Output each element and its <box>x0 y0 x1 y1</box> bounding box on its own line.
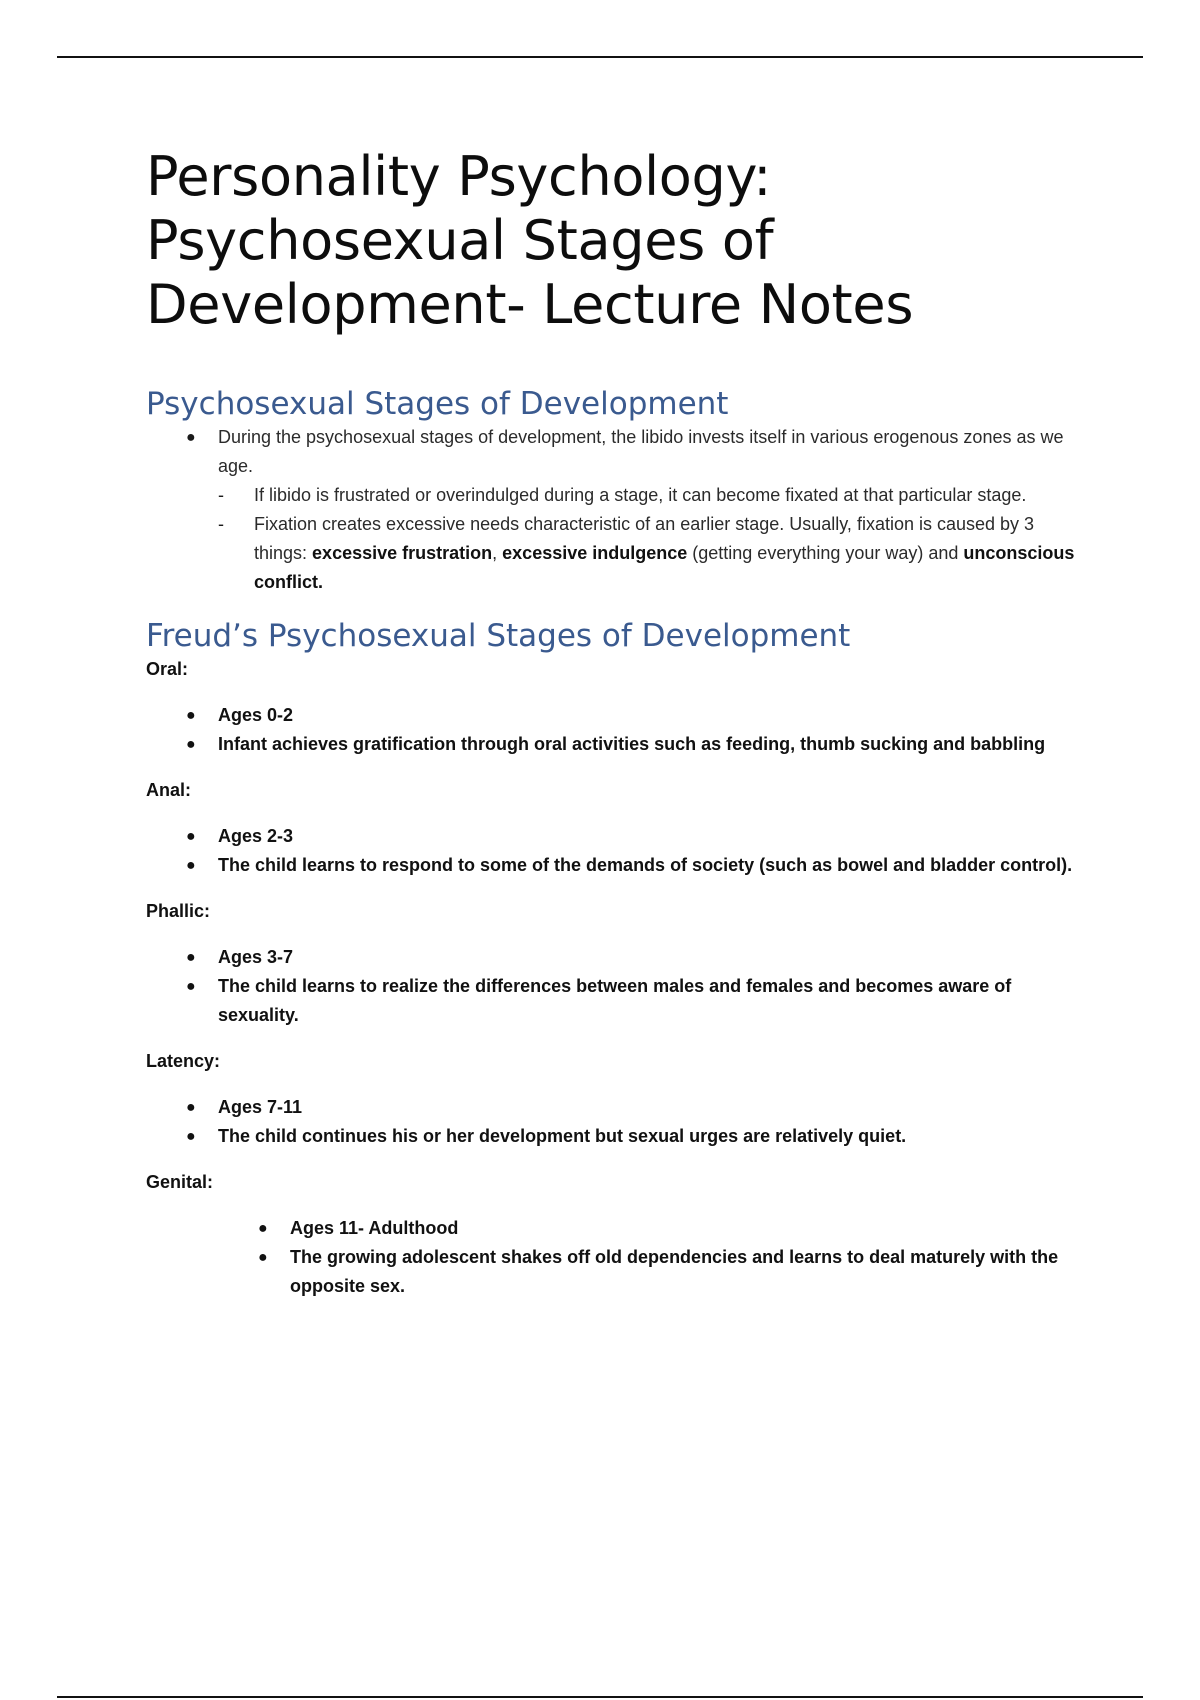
sub-point-frustrated <box>146 481 1086 510</box>
intro-bullet-text: During the psychosexual stages of development, the libido invests itself in various erogenous zones as we age. <box>218 427 1064 476</box>
stage-ages-text: Ages 0-2 <box>218 705 294 725</box>
intro-bullet-list <box>146 423 1086 481</box>
title-line-3: Development- Lecture Notes <box>146 273 914 336</box>
stage-ages-text: Ages 3-7 <box>218 947 294 967</box>
stage-description <box>146 1243 1086 1301</box>
bullet-icon: ● <box>186 1099 196 1116</box>
document-body <box>146 145 1086 1318</box>
stage-description <box>146 972 1086 1030</box>
bullet-icon: ● <box>186 707 196 724</box>
stage-list-anal <box>146 822 1086 880</box>
bullet-icon: ● <box>258 1220 268 1237</box>
dash-icon: - <box>218 485 224 505</box>
stage-description-text: Infant achieves gratification through oral activities such as feeding, thumb sucking and babbling <box>218 734 1046 754</box>
stage-label-anal: Anal: <box>146 780 191 800</box>
bullet-icon: ● <box>186 949 196 966</box>
stage-ages-text: Ages 11- Adulthood <box>290 1218 459 1238</box>
stage-description <box>146 851 1086 880</box>
stage-list-latency <box>146 1093 1086 1151</box>
bullet-icon: ● <box>186 1128 196 1145</box>
intro-bullet <box>146 423 1086 481</box>
stage-list-genital <box>146 1214 1086 1301</box>
stage-label-latency: Latency: <box>146 1051 221 1071</box>
stage-ages <box>146 822 1086 851</box>
fixation-bold-conflict: unconscious conflict. <box>254 543 1075 592</box>
stage-description <box>146 1122 1086 1151</box>
dash-icon: - <box>218 514 224 534</box>
stage-ages <box>146 943 1086 972</box>
fixation-text-a: Fixation creates excessive needs characteristic of an earlier stage. Usually, fixation is caused by 3 things: <box>254 514 1035 563</box>
bullet-icon: ● <box>186 978 196 995</box>
document-title <box>146 145 1086 337</box>
bullet-icon: ● <box>186 828 196 845</box>
stage-ages <box>146 701 1086 730</box>
stage-description-text: The child learns to respond to some of the demands of society (such as bowel and bladder control). <box>218 855 1073 875</box>
section-heading-psychosexual-stages: Psychosexual Stages of Development <box>146 386 729 422</box>
sub-point-frustrated-text: If libido is frustrated or overindulged during a stage, it can become fixated at that particular stage. <box>254 485 1027 505</box>
stage-description-text: The child continues his or her development but sexual urges are relatively quiet. <box>218 1126 907 1146</box>
bullet-icon: ● <box>258 1249 268 1266</box>
stage-label-genital: Genital: <box>146 1172 214 1192</box>
fixation-sub-list <box>146 481 1086 597</box>
stage-label-oral: Oral: <box>146 659 189 679</box>
fixation-bold-indulgence: excessive indulgence <box>502 543 688 563</box>
bullet-icon: ● <box>186 736 196 753</box>
title-line-1: Personality Psychology: <box>146 145 772 208</box>
fixation-text-c: (getting everything your way) and <box>687 543 964 563</box>
stage-list-oral <box>146 701 1086 759</box>
fixation-text-b: , <box>492 543 503 563</box>
bullet-icon: ● <box>186 857 196 874</box>
stage-ages-text: Ages 7-11 <box>218 1097 303 1117</box>
bottom-page-rule <box>57 1696 1143 1698</box>
top-page-rule <box>57 56 1143 58</box>
stage-description-text: The child learns to realize the differences between males and females and becomes aware of sexuality. <box>218 976 1012 1025</box>
title-line-2: Psychosexual Stages of <box>146 209 774 272</box>
fixation-bold-frustration: excessive frustration <box>312 543 493 563</box>
stage-description-text: The growing adolescent shakes off old dependencies and learns to deal maturely with the opposite sex. <box>290 1247 1059 1296</box>
section-heading-freud-stages: Freud’s Psychosexual Stages of Development <box>146 618 851 654</box>
stage-ages <box>146 1214 1086 1243</box>
stage-description <box>146 730 1086 759</box>
bullet-icon: ● <box>186 429 196 446</box>
stage-label-phallic: Phallic: <box>146 901 211 921</box>
stage-list-phallic <box>146 943 1086 1030</box>
stage-ages-text: Ages 2-3 <box>218 826 294 846</box>
sub-point-fixation <box>146 510 1086 597</box>
stage-ages <box>146 1093 1086 1122</box>
